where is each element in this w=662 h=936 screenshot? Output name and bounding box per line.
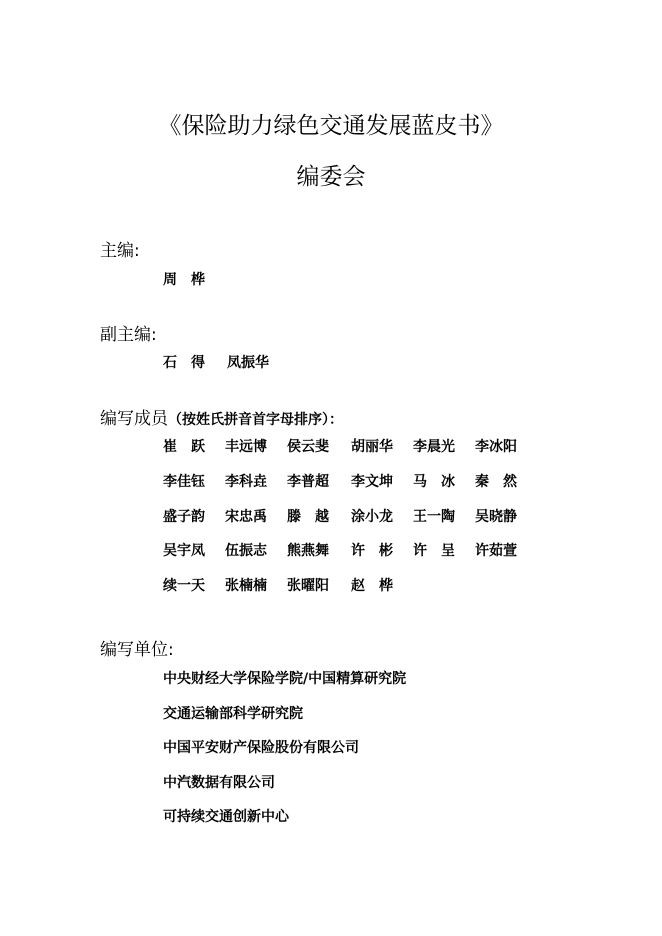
writer-name: 秦 然 (475, 474, 517, 490)
writer-name: 马 冰 (413, 474, 455, 490)
unit-item: 中国平安财产保险股份有限公司 (163, 740, 359, 756)
deputy-editor-name: 石 得 (163, 355, 205, 371)
deputy-editor-name: 凤振华 (227, 355, 269, 371)
writer-name: 许 呈 (413, 543, 455, 559)
writers-heading-label: 编写成员 (100, 409, 168, 429)
writer-name: 许茹萱 (475, 543, 517, 559)
writer-name: 王一陶 (413, 509, 455, 525)
writer-name: 滕 越 (287, 509, 329, 525)
unit-item: 交通运输部科学研究院 (163, 706, 303, 722)
writer-name: 李文坤 (351, 474, 393, 490)
writer-name: 吴宇凤 (163, 543, 205, 559)
writer-name: 赵 桦 (351, 578, 393, 594)
page-title: 《保险助力绿色交通发展蓝皮书》 (158, 113, 504, 139)
writer-name: 崔 跃 (163, 439, 205, 455)
editor-in-chief-name: 周 桦 (163, 272, 205, 288)
writer-name: 宋忠禹 (225, 509, 267, 525)
writer-name: 续一天 (163, 578, 205, 594)
writer-name: 涂小龙 (351, 509, 393, 525)
writer-name: 张曜阳 (287, 578, 329, 594)
writer-name: 吴晓静 (475, 509, 517, 525)
writer-name: 丰远博 (225, 439, 267, 455)
writer-name: 李科垚 (225, 474, 267, 490)
writer-name: 李晨光 (413, 439, 455, 455)
unit-item: 中汽数据有限公司 (163, 775, 275, 791)
unit-item: 中央财经大学保险学院/中国精算研究院 (163, 671, 407, 687)
writer-name: 张楠楠 (225, 578, 267, 594)
writer-name: 侯云斐 (287, 439, 329, 455)
page-subtitle: 编委会 (296, 164, 366, 190)
writer-name: 许 彬 (351, 543, 393, 559)
unit-item: 可持续交通创新中心 (163, 809, 289, 825)
writer-name: 李佳钰 (163, 474, 205, 490)
units-heading: 编写单位: (100, 640, 174, 660)
writer-name: 伍振志 (225, 543, 267, 559)
writers-heading (100, 407, 343, 432)
writer-name: 李普超 (287, 474, 329, 490)
deputy-editors-heading: 副主编: (100, 325, 157, 345)
writers-heading-note: （按姓氏拼音首字母排序）： (168, 412, 343, 428)
editor-in-chief-heading: 主编: (100, 241, 140, 261)
writer-name: 胡丽华 (351, 439, 393, 455)
writer-name: 李冰阳 (475, 439, 517, 455)
writer-name: 熊燕舞 (287, 543, 329, 559)
writer-name: 盛子韵 (163, 509, 205, 525)
